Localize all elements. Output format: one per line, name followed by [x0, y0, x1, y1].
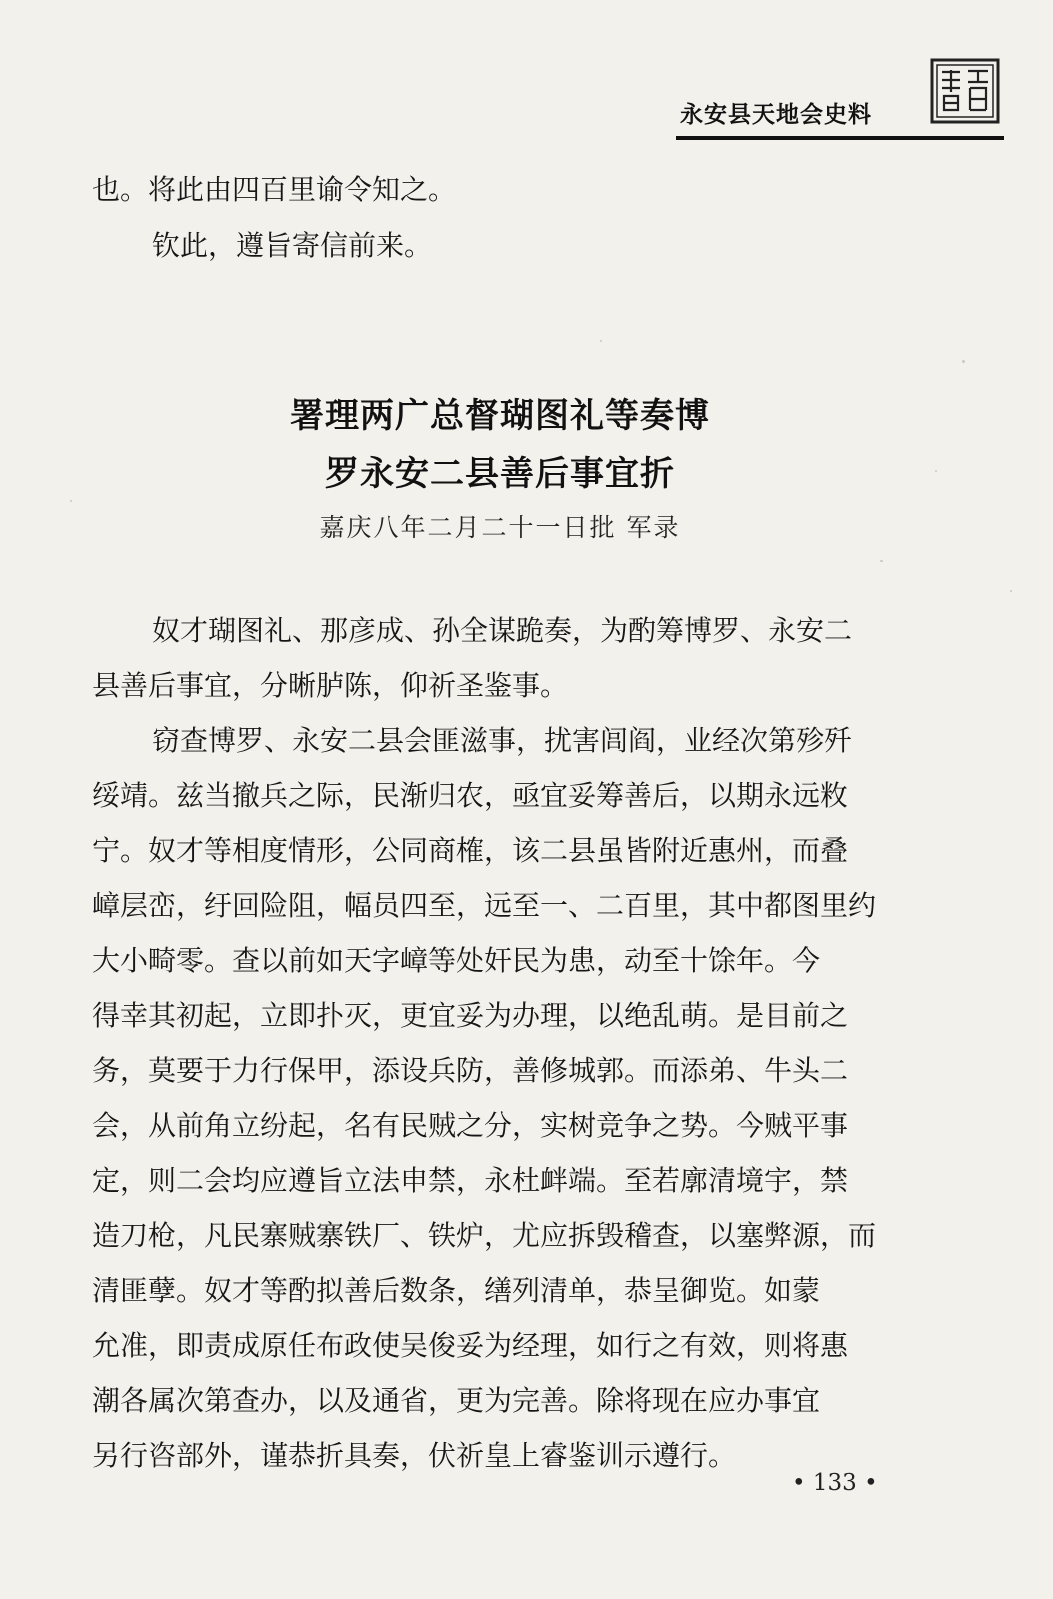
seal-stamp-icon: [930, 58, 1000, 124]
paragraph-2-line-6: 得幸其初起，立即扑灭，更宜妥为办理，以绝乱萌。是目前之: [92, 999, 849, 1032]
document-title-line-2: 罗永安二县善后事宜折: [325, 454, 675, 494]
paragraph-2-line-4: 嶂层峦，纡回险阻，幅员四至，远至一、二百里，其中都图里约: [92, 889, 877, 922]
paper-speck: [1010, 590, 1012, 592]
paragraph-1-line-1: 奴才瑚图礼、那彦成、孙全谋跪奏，为酌筹博罗、永安二: [152, 614, 853, 647]
opening-line-1: 也。将此由四百里谕令知之。: [92, 173, 457, 206]
paragraph-2-line-14: 另行咨部外，谨恭折具奏，伏祈皇上睿鉴训示遵行。: [92, 1439, 737, 1472]
opening-line-2: 钦此，遵旨寄信前来。: [152, 229, 433, 262]
paragraph-2-line-9: 定，则二会均应遵旨立法申禁，永杜衅端。至若廓清境宇，禁: [92, 1164, 849, 1197]
paper-speck: [935, 470, 937, 472]
document-title-line-1: 署理两广总督瑚图礼等奏博: [290, 396, 710, 436]
paragraph-2-line-10: 造刀枪，凡民寨贼寨铁厂、铁炉，尤应拆毁稽查，以塞弊源，而: [92, 1219, 877, 1252]
paragraph-2-line-7: 务，莫要于力行保甲，添设兵防，善修城郭。而添弟、牛头二: [92, 1054, 849, 1087]
paper-speck: [880, 560, 883, 562]
paragraph-2-line-3: 宁。奴才等相度情形，公同商榷，该二县虽皆附近惠州，而叠: [92, 834, 849, 867]
paper-speck: [600, 340, 602, 342]
paper-speck: [962, 360, 965, 363]
running-header-title: 永安县天地会史料: [680, 102, 872, 128]
paragraph-2-line-12: 允准，即责成原任布政使吴俊妥为经理，如行之有效，则将惠: [92, 1329, 849, 1362]
paper-speck: [70, 500, 72, 502]
header-rule: [676, 136, 1004, 140]
paragraph-2-line-11: 清匪孽。奴才等酌拟善后数条，缮列清单，恭呈御览。如蒙: [92, 1274, 821, 1307]
document-subtitle: 嘉庆八年二月二十一日批 军录: [319, 513, 681, 542]
paragraph-1-line-2: 县善后事宜，分晰胪陈，仰祈圣鉴事。: [92, 669, 569, 702]
paragraph-2-line-13: 潮各属次第查办，以及通省，更为完善。除将现在应办事宜: [92, 1384, 821, 1417]
paragraph-2-line-1: 窃查博罗、永安二县会匪滋事，扰害闾阎，业经次第殄歼: [152, 724, 853, 757]
paragraph-2-line-2: 绥靖。兹当撤兵之际，民渐归农，亟宜妥筹善后，以期永远敉: [92, 779, 849, 812]
page-number: • 133 •: [792, 1470, 878, 1496]
paragraph-2-line-5: 大小畸零。查以前如天字嶂等处奸民为患，动至十馀年。今: [92, 944, 821, 977]
paragraph-2-line-8: 会，从前角立纷起，名有民贼之分，实树竞争之势。今贼平事: [92, 1109, 849, 1142]
